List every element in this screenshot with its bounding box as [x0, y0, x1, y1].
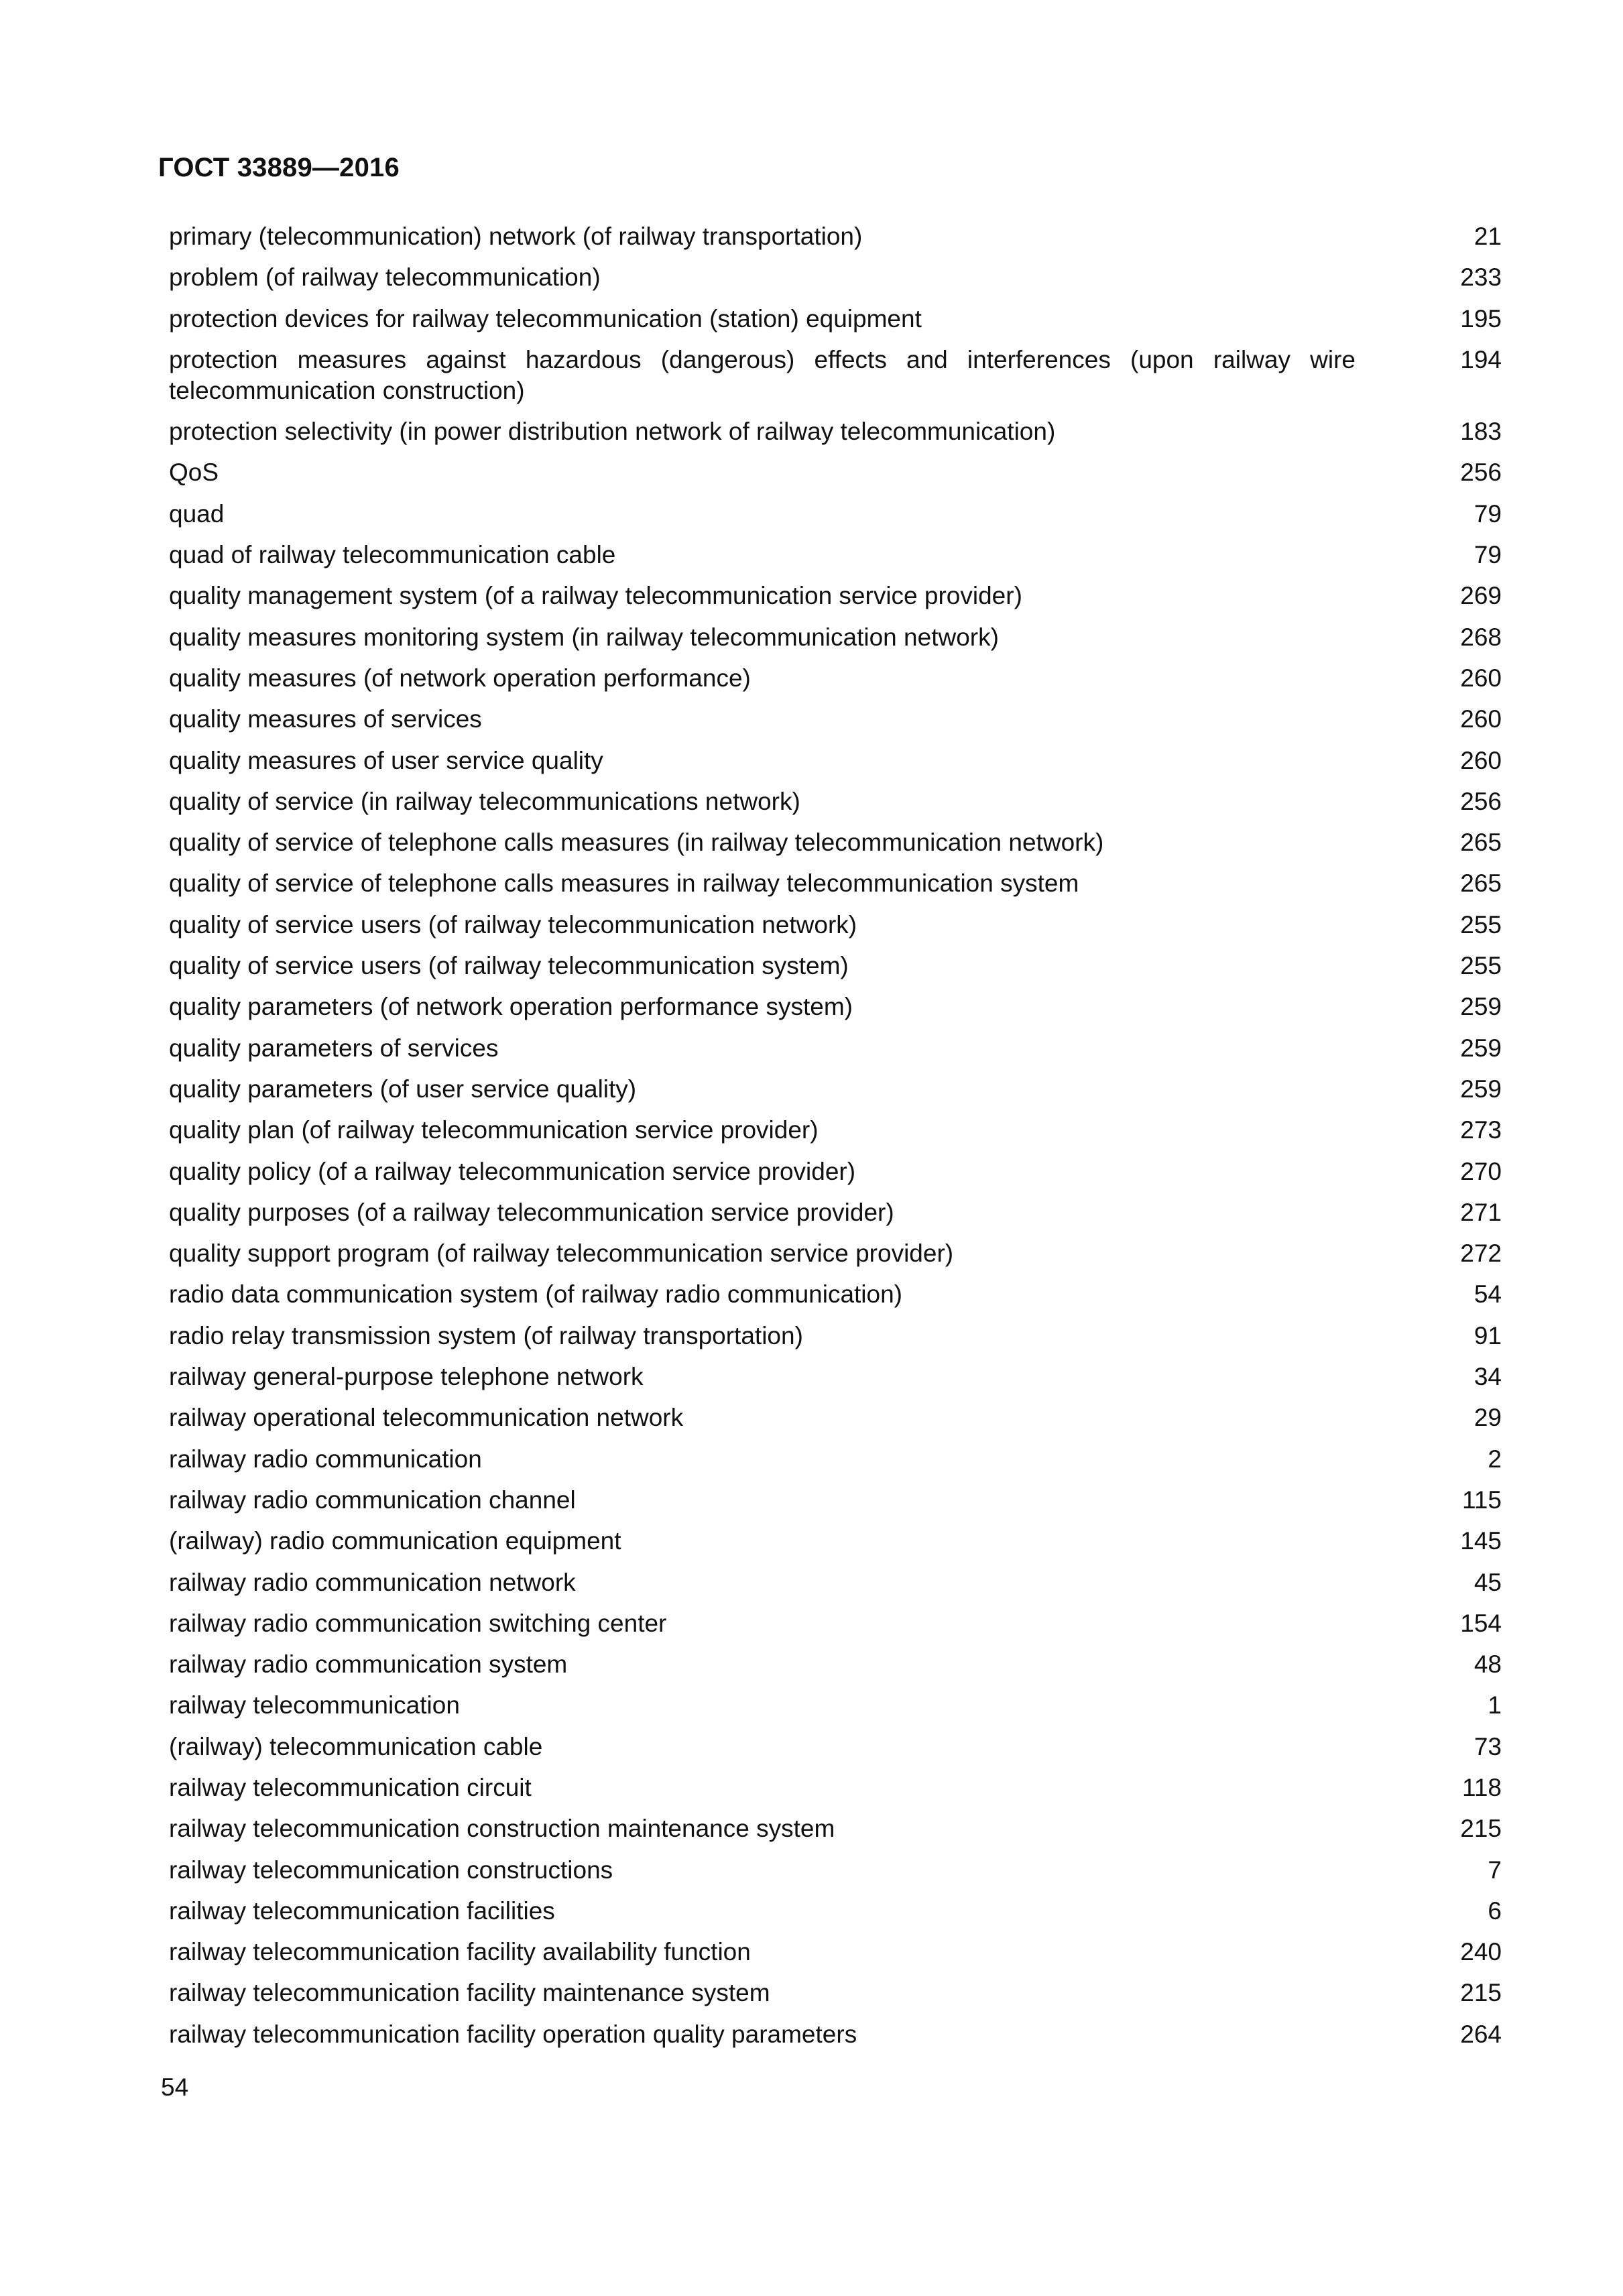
index-term-number: 45: [1474, 1568, 1502, 1596]
index-term-number: 269: [1460, 582, 1502, 610]
index-entry: [169, 622, 1502, 653]
index-term: quality of service (in railway telecommunications network): [169, 787, 800, 815]
index-term-number: 145: [1460, 1527, 1502, 1555]
index-entry: [169, 1485, 1502, 1516]
index-term: (railway) radio communication equipment: [169, 1527, 621, 1555]
index-term-number: 255: [1460, 910, 1502, 939]
index-term: quality measures (of network operation performance): [169, 664, 751, 692]
index-entries-list: [169, 221, 1502, 2060]
index-term-number: 73: [1474, 1732, 1502, 1760]
index-entry: [169, 262, 1502, 293]
index-entry: [169, 1978, 1502, 2008]
index-term-number: 115: [1462, 1486, 1502, 1514]
index-entry: [169, 1567, 1502, 1598]
index-term: primary (telecommunication) network (of railway transportation): [169, 223, 863, 250]
index-term: railway telecommunication construction maintenance system: [169, 1815, 835, 1843]
index-term: railway radio communication channel: [169, 1486, 576, 1514]
index-entry: [169, 951, 1502, 981]
index-entry: [169, 1649, 1502, 1680]
index-term-number: 215: [1460, 1979, 1502, 2007]
index-entry: [169, 1115, 1502, 1146]
index-term-number: 195: [1460, 304, 1502, 333]
index-term-number: 6: [1488, 1896, 1502, 1925]
page-number: 54: [161, 2073, 189, 2101]
index-entry: [169, 2019, 1502, 2050]
index-entry: [169, 499, 1502, 530]
index-term: railway telecommunication facilities: [169, 1896, 555, 1925]
index-term-number: 1: [1488, 1691, 1502, 1719]
index-term: QoS: [169, 459, 219, 487]
index-term: quad of railway telecommunication cable: [169, 541, 616, 569]
index-entry: [169, 1156, 1502, 1187]
index-entry: [169, 704, 1502, 735]
index-entry: [169, 1813, 1502, 1844]
index-entry: [169, 345, 1502, 406]
index-term: quality policy (of a railway telecommunication service provider): [169, 1157, 856, 1185]
index-term-number: 265: [1460, 829, 1502, 857]
index-entry: [169, 663, 1502, 694]
index-term-number: 154: [1460, 1609, 1502, 1637]
index-term: railway general-purpose telephone network: [169, 1363, 644, 1391]
index-term-number: 79: [1474, 499, 1502, 528]
index-entry: [169, 1526, 1502, 1557]
index-entry: [169, 304, 1502, 335]
index-term-number: 264: [1460, 2020, 1502, 2048]
index-term-number: 272: [1460, 1240, 1502, 1268]
index-term: radio relay transmission system (of railway transportation): [169, 1321, 803, 1349]
index-term-number: 268: [1460, 623, 1502, 651]
index-term: quad: [169, 499, 225, 528]
index-term-number: 48: [1474, 1650, 1502, 1679]
index-term: quality parameters of services: [169, 1034, 499, 1062]
index-entry: [169, 221, 1502, 252]
index-term: quality plan (of railway telecommunication service provider): [169, 1116, 819, 1144]
index-term: quality of service users (of railway telecommunication network): [169, 910, 857, 939]
index-entry: [169, 868, 1502, 899]
index-entry: [169, 416, 1502, 447]
index-term: quality measures of services: [169, 705, 482, 733]
index-entry: [169, 1279, 1502, 1310]
index-term-number: 34: [1474, 1363, 1502, 1391]
index-term: quality parameters (of network operation performance system): [169, 993, 853, 1021]
index-term: railway telecommunication constructions: [169, 1856, 613, 1884]
index-term: quality parameters (of user service quality): [169, 1075, 637, 1103]
index-term-number: 255: [1460, 952, 1502, 980]
index-term: railway operational telecommunication network: [169, 1404, 684, 1432]
index-entry: [169, 991, 1502, 1022]
index-entry: [169, 1362, 1502, 1392]
index-entry: [169, 1321, 1502, 1351]
index-term-number: 79: [1474, 541, 1502, 569]
index-term: protection selectivity (in power distribution network of railway telecommunication): [169, 418, 1056, 446]
index-entry: [169, 1896, 1502, 1927]
index-term-number: 29: [1474, 1404, 1502, 1432]
index-term-number: 270: [1460, 1157, 1502, 1185]
document-header: ГОСТ 33889—2016: [158, 153, 400, 182]
index-term: railway radio communication network: [169, 1568, 576, 1596]
index-term: quality purposes (of a railway telecommunication service provider): [169, 1198, 894, 1226]
index-entry: [169, 910, 1502, 941]
index-entry: [169, 581, 1502, 611]
index-term-number: 183: [1460, 418, 1502, 446]
index-term: railway radio communication system: [169, 1650, 568, 1679]
index-entry: [169, 1033, 1502, 1064]
index-term: railway telecommunication facility maintenance system: [169, 1979, 770, 2007]
index-term-number: 260: [1460, 746, 1502, 774]
index-entry: [169, 457, 1502, 488]
index-term-number: 271: [1460, 1198, 1502, 1226]
index-entry: [169, 827, 1502, 858]
index-term-number: 2: [1488, 1445, 1502, 1473]
index-term-number: 215: [1460, 1815, 1502, 1843]
index-term-number: 21: [1474, 223, 1502, 250]
index-term: railway telecommunication: [169, 1691, 460, 1719]
index-term-number: 7: [1488, 1856, 1502, 1884]
index-term: protection measures against hazardous (dangerous) effects and interferences (upon railway wire telecommunication construction): [169, 345, 1356, 404]
index-term: quality of service of telephone calls measures (in railway telecommunication network): [169, 829, 1104, 857]
index-term-number: 194: [1460, 345, 1502, 373]
index-term: quality measures of user service quality: [169, 746, 603, 774]
index-entry: [169, 1074, 1502, 1105]
index-term: radio data communication system (of railway radio communication): [169, 1280, 902, 1309]
index-term-number: 273: [1460, 1116, 1502, 1144]
index-entry: [169, 1732, 1502, 1762]
index-term: railway telecommunication facility operation quality parameters: [169, 2020, 857, 2048]
index-term-number: 265: [1460, 869, 1502, 898]
index-term: protection devices for railway telecommunication (station) equipment: [169, 304, 922, 333]
index-entry: [169, 1772, 1502, 1803]
index-term: (railway) telecommunication cable: [169, 1732, 543, 1760]
index-term-number: 91: [1474, 1321, 1502, 1349]
index-entry: [169, 1238, 1502, 1269]
index-term: problem (of railway telecommunication): [169, 263, 601, 292]
index-term: quality support program (of railway telecommunication service provider): [169, 1240, 954, 1268]
index-term-number: 260: [1460, 705, 1502, 733]
index-entry: [169, 1855, 1502, 1886]
index-entry: [169, 1937, 1502, 1968]
index-term: quality management system (of a railway telecommunication service provider): [169, 582, 1022, 610]
index-term-number: 259: [1460, 1075, 1502, 1103]
index-entry: [169, 1690, 1502, 1721]
index-term-number: 256: [1460, 459, 1502, 487]
index-term-number: 259: [1460, 1034, 1502, 1062]
index-entry: [169, 786, 1502, 817]
index-term: railway radio communication switching center: [169, 1609, 667, 1637]
index-entry: [169, 1444, 1502, 1475]
index-entry: [169, 1197, 1502, 1228]
index-term-number: 233: [1460, 263, 1502, 292]
index-entry: [169, 1402, 1502, 1433]
index-term-number: 259: [1460, 993, 1502, 1021]
index-term: railway telecommunication facility availability function: [169, 1938, 751, 1966]
index-term-number: 240: [1460, 1938, 1502, 1966]
index-term: quality of service users (of railway telecommunication system): [169, 952, 849, 980]
index-term-number: 256: [1460, 787, 1502, 815]
index-term: railway telecommunication circuit: [169, 1773, 532, 1801]
index-term-number: 118: [1462, 1773, 1502, 1801]
index-term: quality of service of telephone calls measures in railway telecommunication system: [169, 869, 1079, 898]
index-entry: [169, 1608, 1502, 1639]
index-entry: [169, 745, 1502, 776]
index-term-number: 54: [1474, 1280, 1502, 1309]
index-term: railway radio communication: [169, 1445, 482, 1473]
index-term: quality measures monitoring system (in railway telecommunication network): [169, 623, 999, 651]
index-term-number: 260: [1460, 664, 1502, 692]
index-entry: [169, 540, 1502, 570]
